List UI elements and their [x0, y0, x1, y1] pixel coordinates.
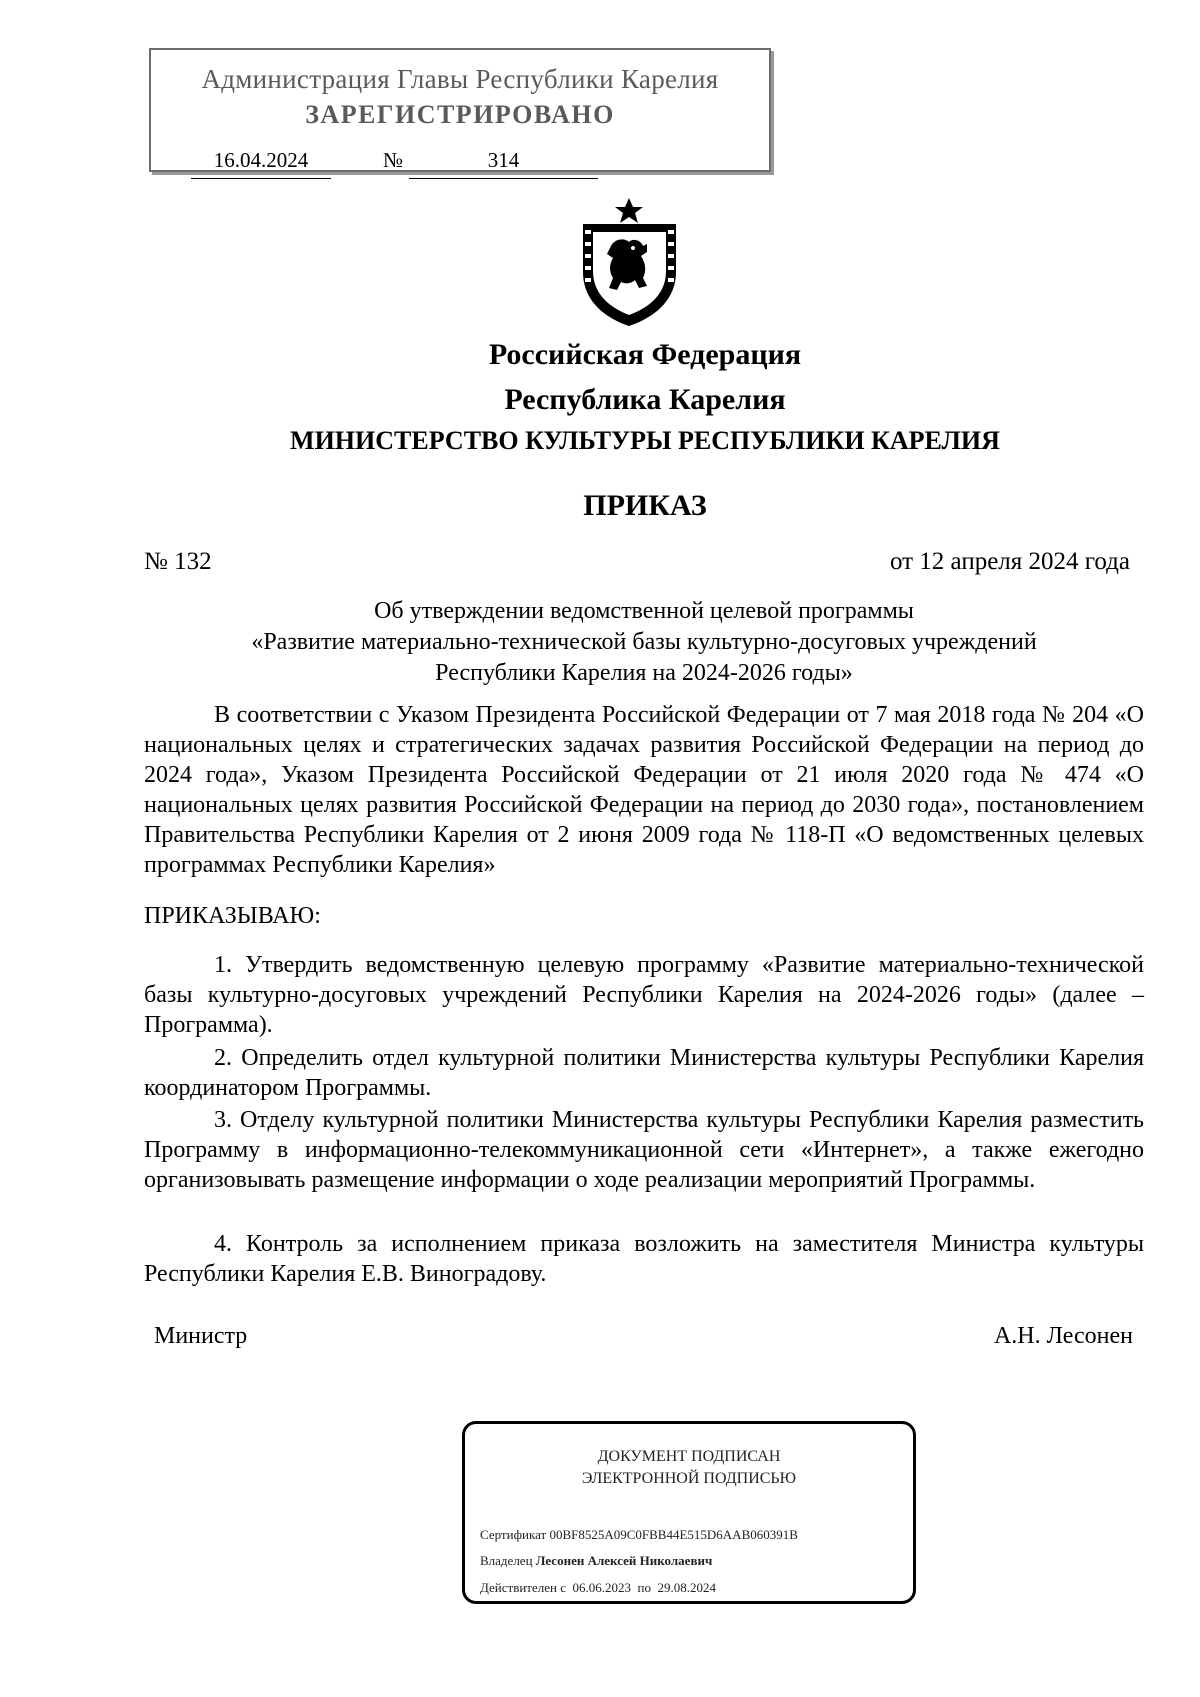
electronic-signature-stamp	[462, 1421, 916, 1604]
esig-valid-to: 29.08.2024	[657, 1580, 716, 1595]
command-word: ПРИКАЗЫВАЮ:	[144, 903, 321, 929]
esig-owner	[480, 1553, 712, 1569]
esig-cert-label: Сертификат	[480, 1527, 547, 1542]
subject-line: Республики Карелия на 2024-2026 годы»	[435, 660, 853, 686]
ministry-heading: МИНИСТЕРСТВО КУЛЬТУРЫ РЕСПУБЛИКИ КАРЕЛИЯ	[290, 426, 1000, 455]
order-date: от 12 апреля 2024 года	[889, 548, 1130, 575]
order-subject	[144, 596, 1144, 689]
subject-line: «Развитие материально-технической базы культурно-досуговых учреждений	[251, 629, 1037, 655]
subject-line: Об утверждении ведомственной целевой программы	[374, 598, 914, 624]
esig-valid-label: Действителен с	[480, 1580, 566, 1595]
esig-title: ДОКУМЕНТ ПОДПИСАН	[597, 1448, 781, 1465]
registration-number: 314	[409, 148, 598, 179]
order-item: 1. Утвердить ведомственную целевую программу «Развитие материально-технической базы культурно-досуговых учреждений Республики Карелия на 2024-2026 годы» (далее – Программа).	[144, 952, 1144, 1038]
registration-date: 16.04.2024	[191, 148, 331, 179]
legal-basis-paragraph: В соответствии с Указом Президента Российской Федерации от 7 мая 2018 года № 204 «О национальных целях и стратегических задачах развития Российской Федерации на период до 2024 года», Указом Президента Российской Федерации от 21 июля 2020 года № 474 «О национальных целях развития Российской Федерации на период до 2030 года», постановлением Правительства Республики Карелия от 2 июня 2009 года № 118-П «О ведомственных целевых программах Республики Карелия»	[144, 702, 1144, 878]
esig-owner-value: Лесонен Алексей Николаевич	[535, 1553, 713, 1568]
registration-number-row	[383, 148, 598, 178]
order-number: № 132	[144, 548, 212, 575]
order-item: 2. Определить отдел культурной политики Министерства культуры Республики Карелия координатором Программы.	[144, 1045, 1144, 1101]
document-type-heading: ПРИКАЗ	[583, 489, 707, 522]
esig-certificate	[480, 1527, 798, 1543]
esig-title: ЭЛЕКТРОННОЙ ПОДПИСЬЮ	[581, 1470, 797, 1487]
registration-stamp	[149, 48, 771, 172]
coat-of-arms-icon	[577, 198, 682, 326]
esig-owner-label: Владелец	[480, 1553, 533, 1568]
registration-number-label: №	[383, 148, 404, 172]
signatory-position: Министр	[154, 1323, 248, 1349]
esig-valid-from: 06.06.2023	[572, 1580, 631, 1595]
esig-heading	[465, 1446, 913, 1490]
country-heading: Российская Федерация	[488, 338, 802, 371]
signatory-name: А.Н. Лесонен	[993, 1323, 1133, 1349]
order-item: 3. Отделу культурной политики Министерства культуры Республики Карелия разместить Программу в информационно-телекоммуникационной сети «Интернет», а также ежегодно организовывать размещение информации о ходе реализации мероприятий Программы.	[144, 1107, 1144, 1193]
esig-cert-value: 00BF8525A09C0FBB44E515D6AAB060391B	[549, 1527, 798, 1542]
republic-heading: Республика Карелия	[504, 383, 786, 416]
esig-valid-to-label: по	[637, 1580, 651, 1595]
esig-validity	[480, 1580, 716, 1596]
order-item: 4. Контроль за исполнением приказа возложить на заместителя Министра культуры Республики Карелия Е.В. Виноградову.	[144, 1231, 1144, 1287]
registration-status: ЗАРЕГИСТРИРОВАНО	[305, 100, 615, 129]
registration-authority: Администрация Главы Республики Карелия	[201, 64, 719, 94]
